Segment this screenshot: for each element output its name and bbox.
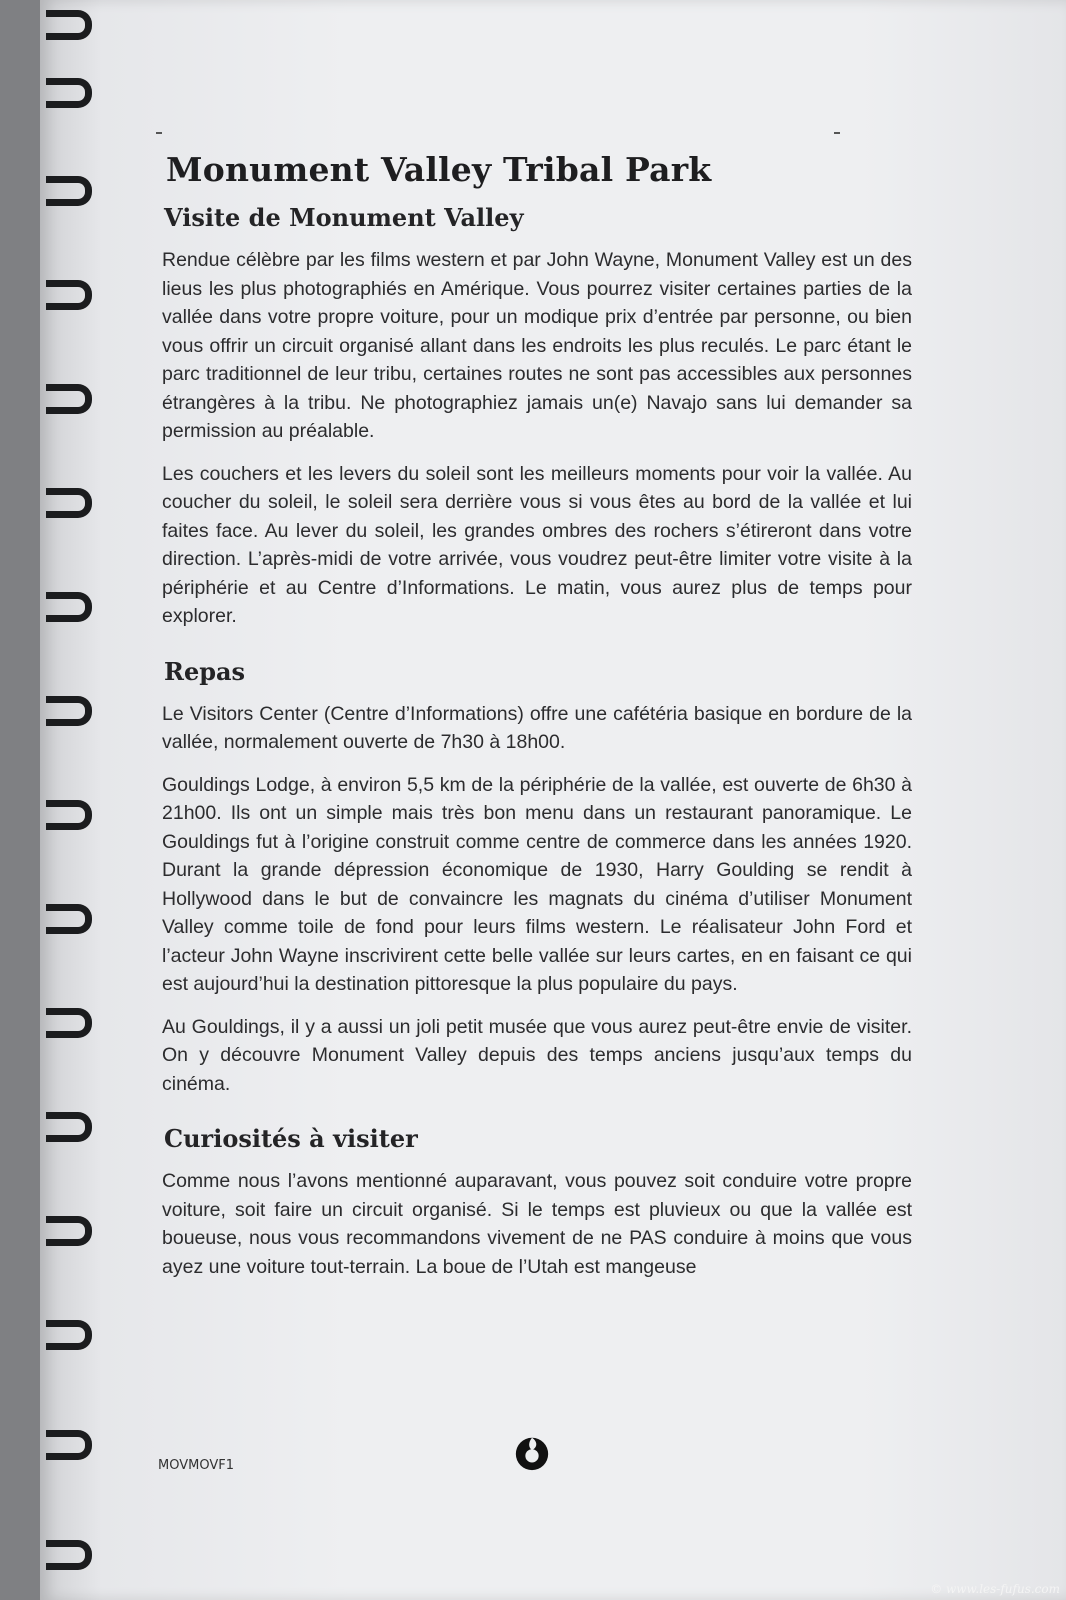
binding-ring [46,1430,92,1460]
paragraph: Le Visitors Center (Centre d’Informations) offre une cafétéria basique en bordure de la vallée, normalement ouverte de 7h30 à 18h00. [162,702,912,753]
binding-ring [46,1008,92,1038]
binding-ring [46,10,92,40]
paragraph: Au Gouldings, il y a aussi un joli petit musée que vous aurez peut-être envie de visiter. On y découvre Monument Valley depuis des temps anciens jusqu’aux temps du cinéma. [162,1015,912,1095]
footer-code: MOVMOVF1 [158,1458,234,1473]
binding-ring [46,1216,92,1246]
binding-ring [46,904,92,934]
binding-ring [46,280,92,310]
crop-mark [156,132,162,134]
binding-ring [46,1540,92,1570]
binding-ring [46,800,92,830]
paragraph: Les couchers et les levers du soleil sont les meilleurs moments pour voir la vallée. Au coucher du soleil, le soleil sera derrière vous si vous êtes au bord de la vallée et lui faites face. Au lever du soleil, les grandes ombres des rochers s’étireront dans votre direction. L’après-midi de votre arrivée, vous voudrez peut-être limiter votre visite à la périphérie et au Centre d’Informations. Le matin, vous aurez plus de temps pour explorer. [162,462,912,627]
binding-ring [46,176,92,206]
binding-ring [46,488,92,518]
section-heading-repas: Repas [164,656,246,686]
paragraph: Gouldings Lodge, à environ 5,5 km de la périphérie de la vallée, est ouverte de 6h30 à 21h00. Ils ont un simple mais très bon menu dans un restaurant panoramique. Le Gouldings fut à l’origine construit comme centre de commerce dans les années 1920. Durant la grande dépression économique de 1930, Harry Goulding se rendit à Hollywood dans le but de convaincre les magnats du cinéma d’utiliser Monument Valley comme toile de fond pour leurs films western. Le réalisateur John Ford et l’acteur John Wayne inscrivirent cette belle vallée sur leurs cartes, en en faisant ce qui est aujourd’hui la destination pittoresque la plus populaire du pays. [162,773,912,995]
binding-ring [46,1320,92,1350]
power-swirl-icon [513,1434,551,1472]
paragraph: Rendue célèbre par les films western et par John Wayne, Monument Valley est un des lieus les plus photographiés en Amérique. Vous pourrez visiter certaines parties de la vallée dans votre propre voiture, pour un modique prix d’entrée par personne, ou bien vous offrir un circuit organisé allant dans les endroits les plus reculés. Le parc étant le parc traditionnel de leur tribu, certaines routes ne sont pas accessibles aux personnes étrangères à la tribu. Ne photographiez jamais un(e) Navajo sans lui demander sa permission au préalable. [162,249,912,442]
crop-mark [834,132,840,134]
paragraph: Comme nous l’avons mentionné auparavant, vous pouvez soit conduire votre propre voiture, soit faire un circuit organisé. Si le temps est pluvieux ou que la vallée est boueuse, nous vous recommandons vivement de ne PAS conduire à moins que vous ayez une voiture tout-terrain. La boue de l’Utah est mangeuse [162,1170,912,1278]
section-heading-visite: Visite de Monument Valley [164,203,524,232]
section-heading-curiosites: Curiosités à visiter [164,1124,418,1153]
binding-ring [46,78,92,108]
binding-ring [46,1112,92,1142]
page-title: Monument Valley Tribal Park [166,150,712,189]
binding-ring [46,384,92,414]
binding-ring [46,592,92,622]
binding-ring [46,696,92,726]
page-content [152,150,912,1295]
spiral-binding [40,0,100,1600]
watermark: © www.les-fufus.com [930,1582,1060,1596]
